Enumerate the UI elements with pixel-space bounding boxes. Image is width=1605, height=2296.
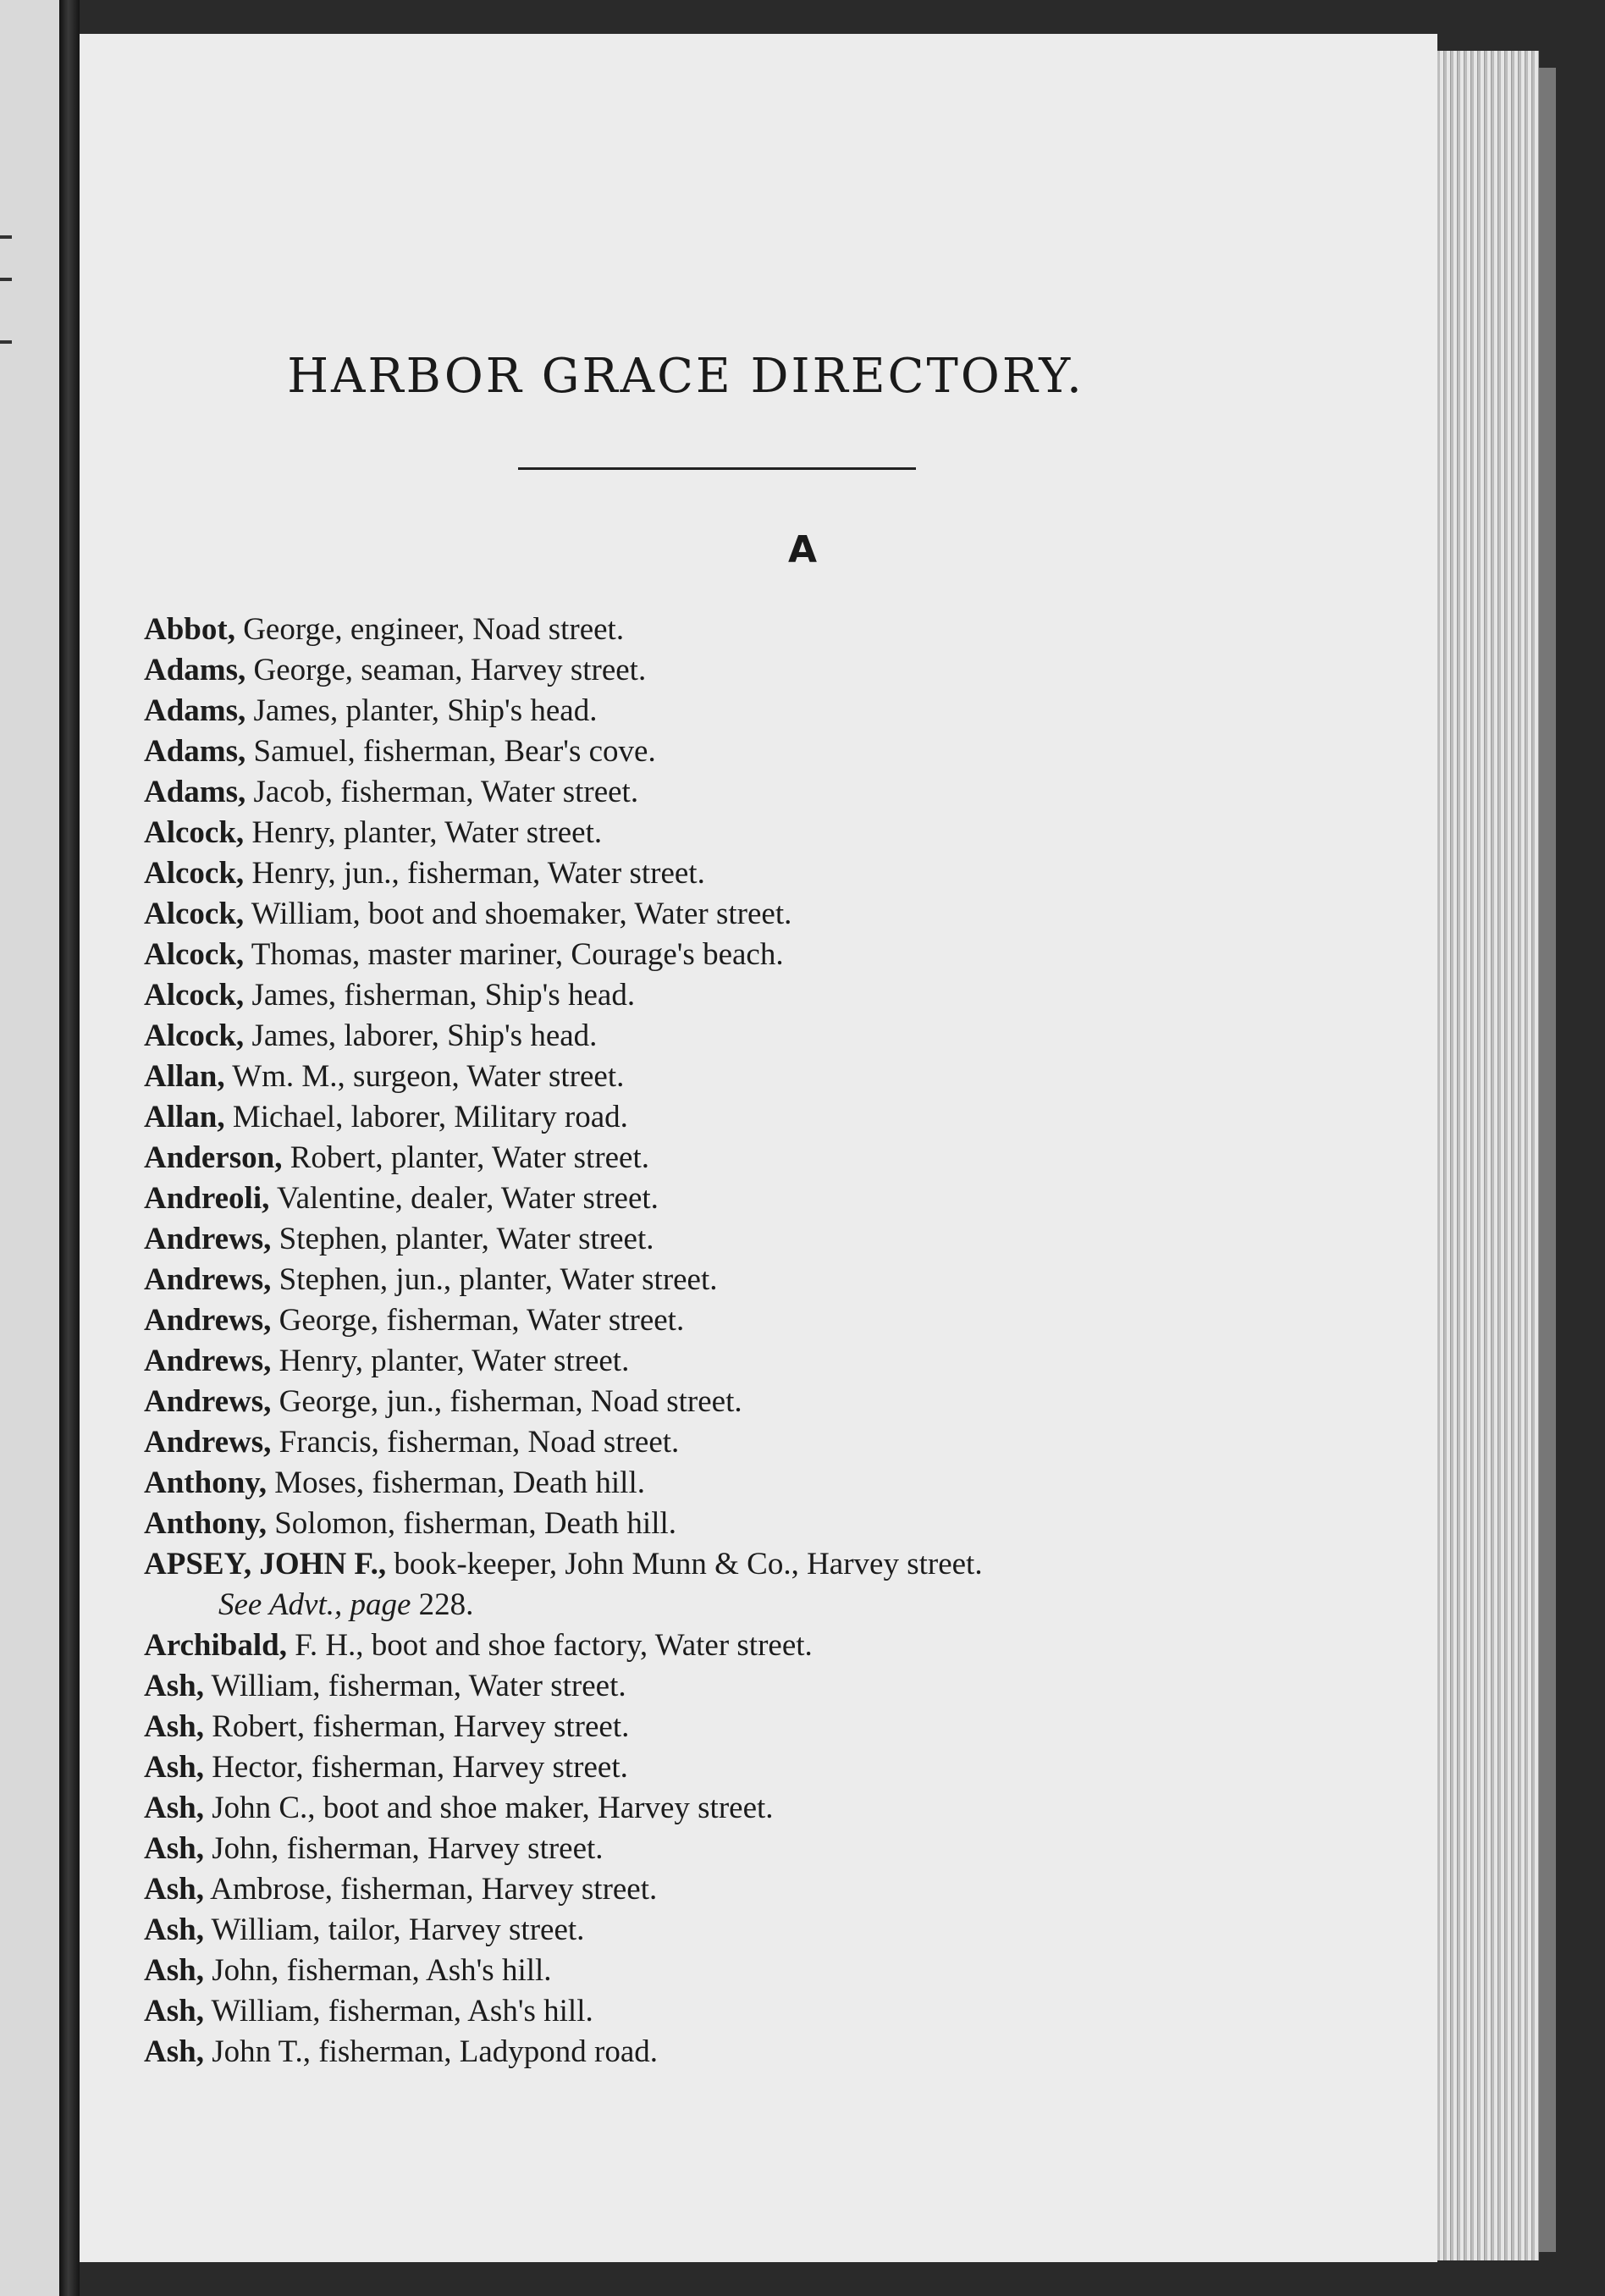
entry-details: Stephen, planter, Water street. xyxy=(271,1222,654,1256)
directory-entry-apsey xyxy=(144,1544,1346,1585)
previous-page-edge xyxy=(0,0,59,2296)
directory-entry xyxy=(144,1869,1346,1910)
entry-surname: Andrews, xyxy=(144,1303,272,1338)
margin-mark xyxy=(0,340,12,344)
entry-details: Jacob, fisherman, Water street. xyxy=(245,775,639,809)
directory-entry xyxy=(144,1463,1346,1504)
entry-surname: Andrews, xyxy=(144,1222,272,1256)
directory-entry xyxy=(144,1951,1346,1991)
directory-entry xyxy=(144,1666,1346,1707)
book-spine xyxy=(59,0,80,2296)
entry-surname: Allan, xyxy=(144,1100,225,1134)
entry-details: F. H., boot and shoe factory, Water street. xyxy=(286,1628,813,1663)
directory-entry xyxy=(144,1910,1346,1951)
entry-details: George, seaman, Harvey street. xyxy=(245,653,647,687)
entry-surname: Anthony, xyxy=(144,1465,267,1500)
directory-entry xyxy=(144,1788,1346,1829)
directory-entry xyxy=(144,1260,1346,1300)
entry-details: Henry, planter, Water street. xyxy=(271,1344,630,1378)
entry-surname: Ash, xyxy=(144,1953,204,1988)
entry-details: John, fisherman, Harvey street. xyxy=(203,1831,604,1866)
entry-surname: Ash, xyxy=(144,1912,204,1947)
entry-details: James, laborer, Ship's head. xyxy=(244,1018,598,1053)
directory-entry xyxy=(144,813,1346,853)
advertisement-note xyxy=(144,1585,1346,1625)
entry-surname: Abbot, xyxy=(144,612,235,647)
page-edges-shadow xyxy=(1539,68,1556,2252)
entry-surname: Alcock, xyxy=(144,856,245,891)
entry-details: William, fisherman, Ash's hill. xyxy=(203,1994,593,2028)
entry-surname: Ash, xyxy=(144,2034,204,2069)
entry-details: Ambrose, fisherman, Harvey street. xyxy=(203,1872,658,1907)
entry-surname: Andrews, xyxy=(144,1425,272,1460)
entry-surname: Archibald, xyxy=(144,1628,287,1663)
entry-surname: Anderson, xyxy=(144,1140,283,1175)
entry-surname: Ash, xyxy=(144,1669,204,1703)
page-edges xyxy=(1437,51,1539,2260)
entry-details: Solomon, fisherman, Death hill. xyxy=(266,1506,677,1541)
entry-details: Michael, laborer, Military road. xyxy=(224,1100,628,1134)
directory-entry xyxy=(144,975,1346,1016)
directory-entry xyxy=(144,691,1346,731)
directory-entry xyxy=(144,1991,1346,2032)
entry-surname: Adams, xyxy=(144,693,246,728)
directory-entry xyxy=(144,1300,1346,1341)
directory-entry xyxy=(144,650,1346,691)
entry-surname: Allan, xyxy=(144,1059,225,1094)
entry-surname: Andrews, xyxy=(144,1384,272,1419)
entry-surname: Andrews, xyxy=(144,1344,272,1378)
directory-entry xyxy=(144,1382,1346,1422)
section-heading: A xyxy=(787,528,818,571)
entry-surname: Alcock, xyxy=(144,978,245,1013)
directory-entry xyxy=(144,610,1346,650)
entry-surname: Alcock, xyxy=(144,937,245,972)
entry-details: Wm. M., surgeon, Water street. xyxy=(224,1059,625,1094)
advertisement-note-text: See Advt., page xyxy=(218,1587,419,1622)
entry-details: William, boot and shoemaker, Water street. xyxy=(244,897,792,931)
entry-details: Stephen, jun., planter, Water street. xyxy=(271,1262,718,1297)
entry-surname: Ash, xyxy=(144,1872,204,1907)
entry-details: Robert, fisherman, Harvey street. xyxy=(203,1709,630,1744)
entry-surname: APSEY, JOHN F., xyxy=(144,1547,387,1581)
directory-entry xyxy=(144,1097,1346,1138)
entry-details: George, fisherman, Water street. xyxy=(271,1303,685,1338)
entry-details: Samuel, fisherman, Bear's cove. xyxy=(245,734,656,769)
entry-details: Thomas, master mariner, Courage's beach. xyxy=(244,937,784,972)
entry-surname: Anthony, xyxy=(144,1506,267,1541)
entry-details: George, engineer, Noad street. xyxy=(234,612,625,647)
directory-entry xyxy=(144,1057,1346,1097)
entry-surname: Alcock, xyxy=(144,1018,245,1053)
margin-mark xyxy=(0,235,12,239)
entry-details: Valentine, dealer, Water street. xyxy=(269,1181,659,1216)
entry-surname: Ash, xyxy=(144,1791,204,1825)
directory-entry xyxy=(144,935,1346,975)
entry-surname: Adams, xyxy=(144,734,246,769)
entry-surname: Adams, xyxy=(144,775,246,809)
entry-surname: Andrews, xyxy=(144,1262,272,1297)
directory-entry xyxy=(144,1422,1346,1463)
directory-entry xyxy=(144,1219,1346,1260)
directory-entry xyxy=(144,1341,1346,1382)
entry-surname: Alcock, xyxy=(144,815,245,850)
entry-details: James, planter, Ship's head. xyxy=(245,693,598,728)
entry-surname: Andreoli, xyxy=(144,1181,270,1216)
directory-entry xyxy=(144,1625,1346,1666)
entry-details: James, fisherman, Ship's head. xyxy=(244,978,636,1013)
margin-mark xyxy=(0,278,12,281)
entry-details: book-keeper, John Munn & Co., Harvey street. xyxy=(386,1547,983,1581)
entry-details: John T., fisherman, Ladypond road. xyxy=(203,2034,659,2069)
entry-details: Henry, planter, Water street. xyxy=(244,815,603,850)
entry-details: William, tailor, Harvey street. xyxy=(203,1912,585,1947)
entry-surname: Ash, xyxy=(144,1709,204,1744)
directory-entry xyxy=(144,1138,1346,1178)
entry-details: William, fisherman, Water street. xyxy=(203,1669,626,1703)
directory-entry xyxy=(144,1747,1346,1788)
entry-surname: Ash, xyxy=(144,1831,204,1866)
directory-entry xyxy=(144,731,1346,772)
directory-entry xyxy=(144,1016,1346,1057)
entry-surname: Ash, xyxy=(144,1994,204,2028)
entry-details: Hector, fisherman, Harvey street. xyxy=(203,1750,628,1785)
directory-entry xyxy=(144,894,1346,935)
entry-details: George, jun., fisherman, Noad street. xyxy=(271,1384,742,1419)
entry-details: Henry, jun., fisherman, Water street. xyxy=(244,856,705,891)
entry-surname: Ash, xyxy=(144,1750,204,1785)
directory-list xyxy=(144,610,1346,2072)
directory-entry xyxy=(144,853,1346,894)
directory-entry xyxy=(144,772,1346,813)
directory-entry xyxy=(144,1829,1346,1869)
entry-surname: Adams, xyxy=(144,653,246,687)
entry-details: Francis, fisherman, Noad street. xyxy=(271,1425,680,1460)
title-divider xyxy=(518,467,916,470)
directory-entry xyxy=(144,1707,1346,1747)
page-title: HARBOR GRACE DIRECTORY. xyxy=(287,349,1084,404)
advertisement-page-number: 228. xyxy=(418,1587,474,1622)
entry-details: John, fisherman, Ash's hill. xyxy=(203,1953,552,1988)
entry-details: Robert, planter, Water street. xyxy=(282,1140,650,1175)
entry-details: John C., boot and shoe maker, Harvey street. xyxy=(203,1791,774,1825)
directory-entry xyxy=(144,1504,1346,1544)
directory-entry xyxy=(144,2032,1346,2072)
directory-entry xyxy=(144,1178,1346,1219)
entry-details: Moses, fisherman, Death hill. xyxy=(266,1465,645,1500)
entry-surname: Alcock, xyxy=(144,897,245,931)
